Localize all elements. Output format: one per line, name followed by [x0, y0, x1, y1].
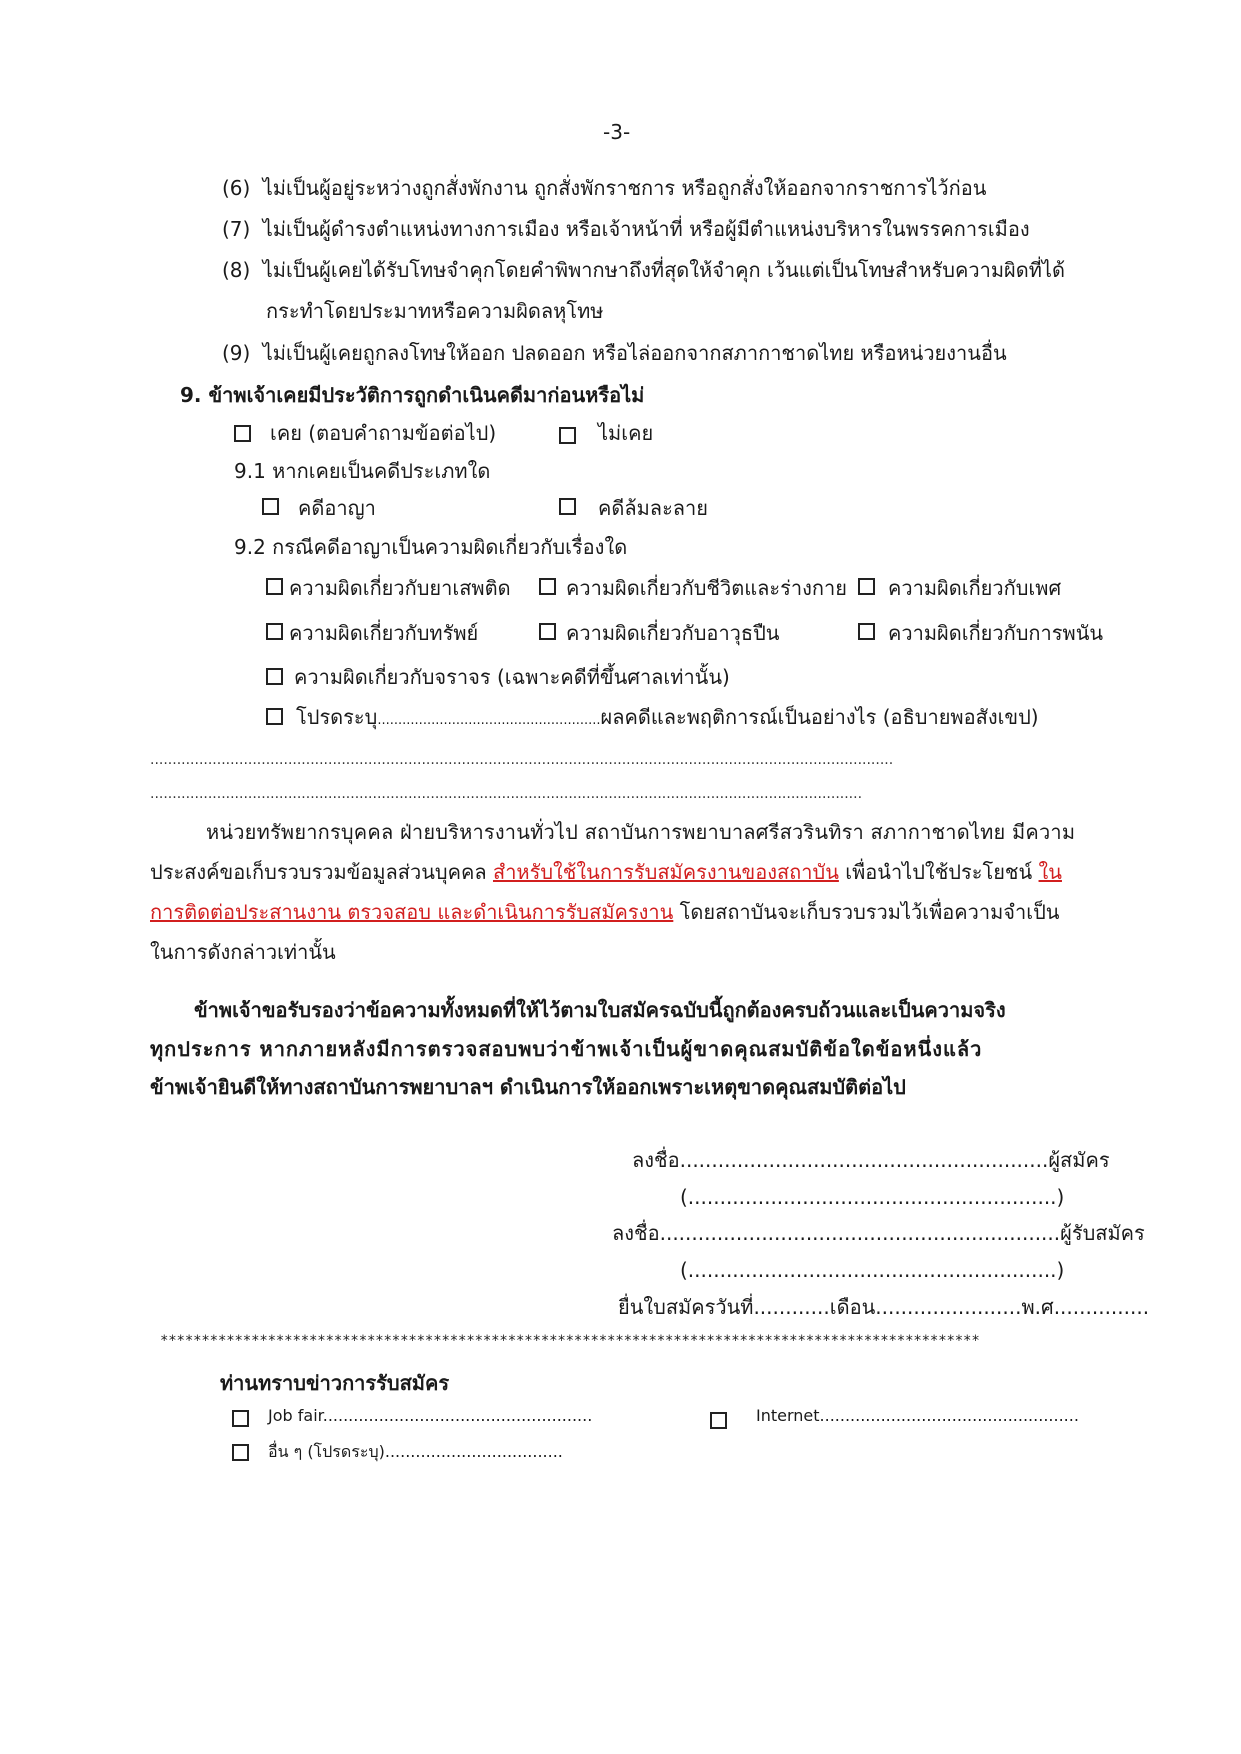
option-sexual-label: ความผิดเกี่ยวกับเพศ: [888, 576, 1062, 600]
option-traffic-label: ความผิดเกี่ยวกับจราจร (เฉพาะคดีที่ขึ้นศาลเท่านั้น): [294, 665, 730, 689]
checkbox-firearms[interactable]: [539, 623, 556, 640]
specify-label: โปรดระบุ: [296, 705, 378, 729]
option-firearms-label: ความผิดเกี่ยวกับอาวุธปืน: [566, 621, 780, 645]
option-criminal-label: คดีอาญา: [298, 496, 376, 520]
option-gambling-label: ความผิดเกี่ยวกับการพนัน: [888, 621, 1104, 645]
item-text: ไม่เป็นผู้เคยถูกลงโทษให้ออก ปลดออก หรือไล่ออกจากสภากาชาดไทย หรือหน่วยงานอื่น: [262, 341, 1007, 365]
qualification-item: [222, 341, 1007, 365]
option-yes-label: เคย (ตอบคำถามข้อต่อไป): [270, 421, 497, 445]
option-no-label: ไม่เคย: [598, 421, 654, 445]
checkbox-specify[interactable]: [266, 708, 283, 725]
consent-usage-highlight: การติดต่อประสานงาน ตรวจสอบ และดำเนินการรับสมัครงาน: [150, 900, 674, 924]
news-title: ท่านทราบข่าวการรับสมัคร: [220, 1371, 450, 1395]
consent-purpose-highlight: สำหรับใช้ในการรับสมัครงานของสถาบัน: [492, 860, 839, 884]
certify-line-2: ทุกประการ หากภายหลังมีการตรวจสอบพบว่าข้าพเจ้าเป็นผู้ขาดคุณสมบัติข้อใดข้อหนึ่งแล้ว: [150, 1037, 983, 1061]
qualification-item: [222, 258, 1065, 282]
other-label: อื่น ๆ (โปรดระบุ)...................................: [268, 1442, 563, 1461]
specify-row: [296, 705, 1039, 733]
separator-stars: ***************************************************************************************************: [160, 1333, 980, 1349]
option-life-body-label: ความผิดเกี่ยวกับชีวิตและร่างกาย: [566, 576, 847, 600]
checkbox-sexual[interactable]: [858, 578, 875, 595]
jobfair-label: Job fair.....................................................: [268, 1406, 593, 1425]
checkbox-gambling[interactable]: [858, 623, 875, 640]
item-number: (6): [222, 176, 251, 200]
checkbox-traffic[interactable]: [266, 668, 283, 685]
qualification-item-continued: กระทำโดยประมาทหรือความผิดลหุโทษ: [266, 299, 604, 323]
applicant-name[interactable]: (..........................................................): [680, 1185, 1065, 1209]
checkbox-bankruptcy[interactable]: [559, 498, 576, 515]
option-bankruptcy-label: คดีล้มละลาย: [598, 496, 709, 520]
item-number: (7): [222, 217, 251, 241]
item-text: ไม่เป็นผู้อยู่ระหว่างถูกสั่งพักงาน ถูกสั่งพักราชการ หรือถูกสั่งให้ออกจากราชการไว้ก่อน: [262, 176, 987, 200]
answer-line-1[interactable]: .......................................................................................................................................................................: [150, 752, 894, 768]
certify-line-1: ข้าพเจ้าขอรับรองว่าข้อความทั้งหมดที่ให้ไว้ตามใบสมัครฉบับนี้ถูกต้องครบถ้วนและเป็นความจริง: [194, 998, 1006, 1022]
certify-line-3: ข้าพเจ้ายินดีให้ทางสถาบันการพยาบาลฯ ดำเนินการให้ออกเพราะเหตุขาดคุณสมบัติต่อไป: [150, 1075, 906, 1099]
option-property-label: ความผิดเกี่ยวกับทรัพย์: [289, 621, 479, 645]
internet-label: Internet...................................................: [756, 1406, 1079, 1425]
submission-date[interactable]: ยื่นใบสมัครวันที่............เดือน.......................พ.ศ...............: [618, 1295, 1150, 1319]
consent-line-1: หน่วยทรัพยากรบุคคล ฝ่ายบริหารงานทั่วไป สถาบันการพยาบาลศรีสวรินทิรา สภากาชาดไทย มีความ: [206, 820, 1076, 844]
checkbox-life-body[interactable]: [539, 578, 556, 595]
checkbox-drugs[interactable]: [266, 578, 283, 595]
consent-line-3: [150, 900, 1059, 924]
checkbox-jobfair[interactable]: [232, 1410, 249, 1427]
qualification-item: [222, 176, 986, 200]
consent-text: ประสงค์ขอเก็บรวบรวมข้อมูลส่วนบุคคล: [150, 860, 493, 884]
option-drugs-label: ความผิดเกี่ยวกับยาเสพติด: [289, 576, 511, 600]
checkbox-other[interactable]: [232, 1444, 249, 1461]
checkbox-internet[interactable]: [710, 1412, 727, 1429]
receiver-name[interactable]: (..........................................................): [680, 1258, 1065, 1282]
answer-line-2[interactable]: ................................................................................................................................................................: [150, 786, 863, 802]
consent-line-4: ในการดังกล่าวเท่านั้น: [150, 940, 336, 964]
page-number: -3-: [603, 120, 631, 144]
consent-usage-highlight: ใน: [1038, 860, 1062, 884]
receiver-signature[interactable]: ลงชื่อ...............................................................ผู้รับสมัคร: [612, 1221, 1145, 1245]
item-number: (8): [222, 258, 251, 282]
item-number: (9): [222, 341, 251, 365]
question-9-1: 9.1 หากเคยเป็นคดีประเภทใด: [234, 459, 491, 483]
checkbox-criminal[interactable]: [262, 498, 279, 515]
question-9-2: 9.2 กรณีคดีอาญาเป็นความผิดเกี่ยวกับเรื่องใด: [234, 535, 628, 559]
specify-field[interactable]: ......................................................: [377, 713, 601, 728]
checkbox-no[interactable]: [559, 427, 576, 444]
result-label: ผลคดีและพฤติการณ์เป็นอย่างไร (อธิบายพอสังเขป): [600, 705, 1039, 729]
checkbox-yes[interactable]: [234, 425, 251, 442]
item-text: ไม่เป็นผู้เคยได้รับโทษจำคุกโดยคำพิพากษาถึงที่สุดให้จำคุก เว้นแต่เป็นโทษสำหรับความผิดที่ได้: [262, 258, 1065, 282]
checkbox-property[interactable]: [266, 623, 283, 640]
consent-text: เพื่อนำไปใช้ประโยชน์: [838, 860, 1039, 884]
qualification-item: [222, 217, 1030, 241]
applicant-signature[interactable]: ลงชื่อ..........................................................ผู้สมัคร: [632, 1148, 1110, 1172]
question-9-title: 9. ข้าพเจ้าเคยมีประวัติการถูกดำเนินคดีมาก่อนหรือไม่: [180, 383, 645, 407]
consent-text: โดยสถาบันจะเก็บรวบรวมไว้เพื่อความจำเป็น: [673, 900, 1060, 924]
item-text: ไม่เป็นผู้ดำรงตำแหน่งทางการเมือง หรือเจ้าหน้าที่ หรือผู้มีตำแหน่งบริหารในพรรคการเมือง: [262, 217, 1030, 241]
consent-line-2: [150, 860, 1062, 884]
